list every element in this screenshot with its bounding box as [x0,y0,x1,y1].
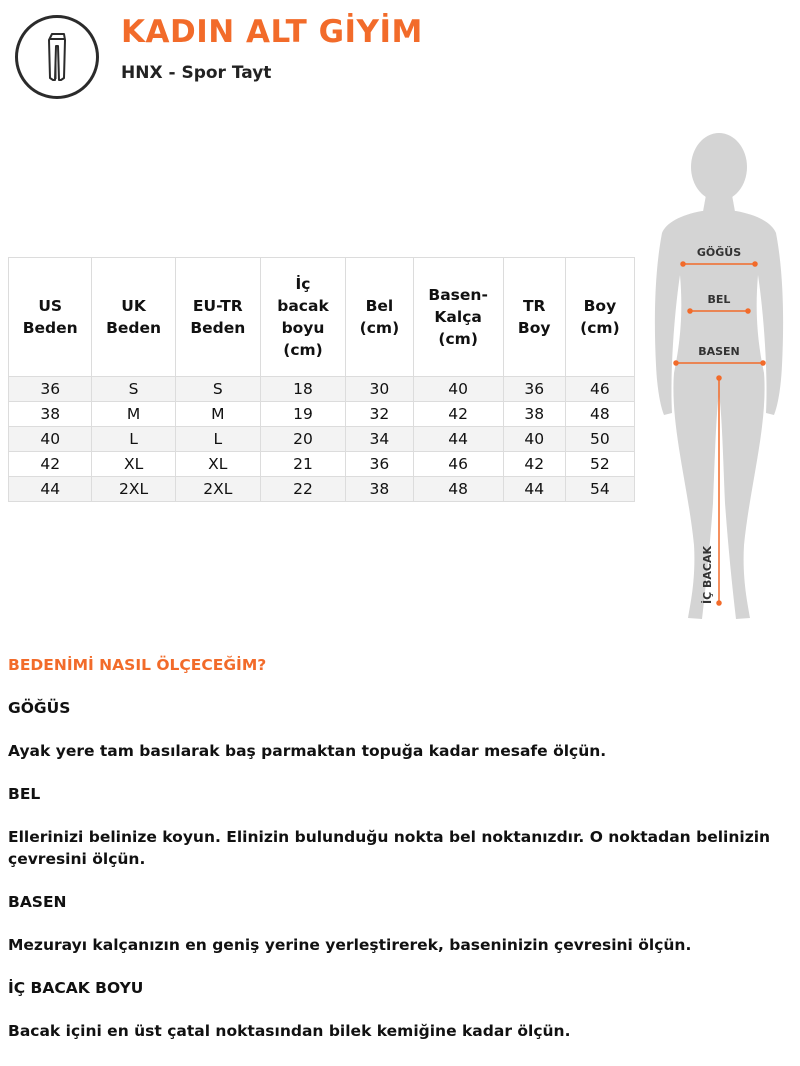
table-header-row [9,258,635,377]
guide-title: BEDENİMİ NASIL ÖLÇECEĞİM? [8,656,267,674]
section-text-waist: Ellerinizi belinize koyun. Elinizin bulunduğu nokta bel noktanızdır. O noktadan belinizin çevresini ölçün. [8,828,771,868]
table-row [9,377,635,402]
table-cell: 42 [9,452,92,477]
header-tr-height: TR Boy [503,258,565,377]
table-cell: 38 [9,402,92,427]
table-cell: 2XL [175,477,260,502]
inseam-label: İÇ BACAK [701,545,714,605]
header-eu-tr-size: EU-TR Beden [175,258,260,377]
table-cell: 48 [413,477,503,502]
table-cell: 20 [260,427,345,452]
leggings-icon [15,15,99,99]
product-subtitle: HNX - Spor Tayt [121,63,272,83]
table-cell: 52 [565,452,634,477]
waist-label: BEL [707,293,731,306]
section-heading-chest: GÖĞÜS [8,699,71,717]
table-row [9,477,635,502]
table-cell: 44 [413,427,503,452]
body-measurement-figure [640,125,800,630]
measurement-guide [8,654,792,1063]
table-cell: 46 [413,452,503,477]
page-title: KADIN ALT GİYİM [121,14,423,50]
table-cell: 42 [413,402,503,427]
header-hips: Basen- Kalça (cm) [413,258,503,377]
table-cell: 40 [413,377,503,402]
table-cell: 42 [503,452,565,477]
table-cell: 36 [503,377,565,402]
table-cell: 36 [346,452,413,477]
header-inseam: İç bacak boyu (cm) [260,258,345,377]
table-cell: L [175,427,260,452]
table-cell: 32 [346,402,413,427]
header-height: Boy (cm) [565,258,634,377]
table-cell: 44 [9,477,92,502]
table-cell: 48 [565,402,634,427]
table-cell: 22 [260,477,345,502]
table-cell: 46 [565,377,634,402]
table-cell: 18 [260,377,345,402]
table-cell: M [92,402,175,427]
header-us-size: US Beden [9,258,92,377]
section-heading-waist: BEL [8,785,41,803]
table-row [9,427,635,452]
table-cell: 19 [260,402,345,427]
size-table [8,257,635,502]
table-cell: M [175,402,260,427]
table-cell: 50 [565,427,634,452]
table-cell: 40 [9,427,92,452]
header-waist: Bel (cm) [346,258,413,377]
table-cell: XL [175,452,260,477]
table-row [9,402,635,427]
table-cell: 34 [346,427,413,452]
table-cell: L [92,427,175,452]
table-cell: 38 [346,477,413,502]
table-cell: 36 [9,377,92,402]
section-text-chest: Ayak yere tam basılarak baş parmaktan topuğa kadar mesafe ölçün. [8,742,607,760]
table-cell: S [92,377,175,402]
section-text-hips: Mezurayı kalçanızın en geniş yerine yerleştirerek, baseninizin çevresini ölçün. [8,936,692,954]
section-heading-inseam: İÇ BACAK BOYU [8,979,144,997]
table-cell: 38 [503,402,565,427]
table-cell: XL [92,452,175,477]
table-cell: 40 [503,427,565,452]
header-uk-size: UK Beden [92,258,175,377]
table-row [9,452,635,477]
table-cell: 54 [565,477,634,502]
table-cell: 44 [503,477,565,502]
section-text-inseam: Bacak içini en üst çatal noktasından bilek kemiğine kadar ölçün. [8,1022,571,1040]
table-cell: 30 [346,377,413,402]
table-cell: 21 [260,452,345,477]
table-cell: S [175,377,260,402]
chest-label: GÖĞÜS [696,246,742,259]
hips-label: BASEN [698,345,740,358]
table-cell: 2XL [92,477,175,502]
section-heading-hips: BASEN [8,893,67,911]
